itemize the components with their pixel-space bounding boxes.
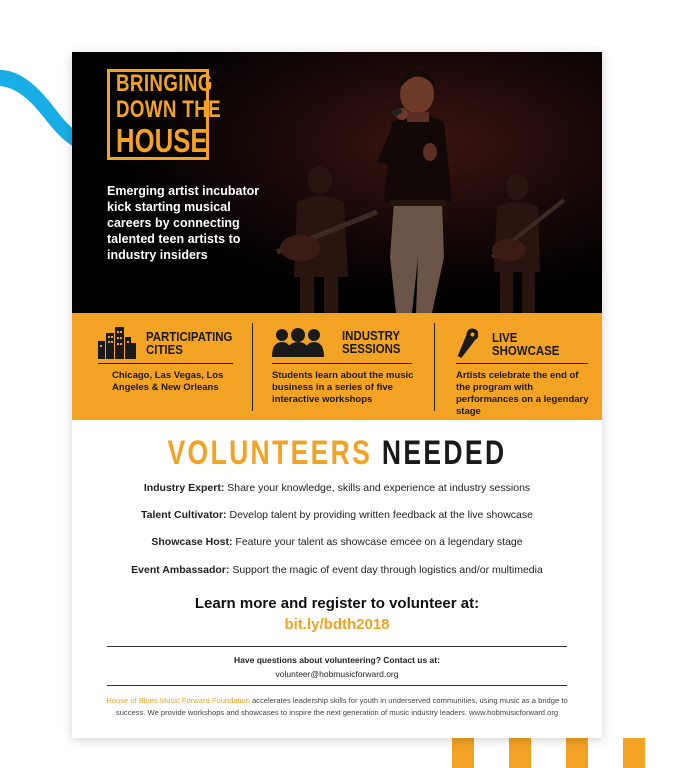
logo-line-3: HOUSE — [116, 122, 208, 159]
people-group-icon — [272, 327, 324, 357]
role-showcase-host — [72, 536, 602, 548]
role-name: Talent Cultivator: — [141, 509, 227, 521]
divider-line — [107, 685, 567, 686]
logo-line-1: BRINGING — [116, 70, 213, 97]
footer-about — [102, 695, 572, 719]
feature-rule — [98, 363, 233, 364]
feature-title-line-2: SESSIONS — [342, 341, 401, 356]
feature-text: Artists celebrate the end of the program with performances on a legendary stage — [456, 370, 589, 417]
feature-title-line-2: CITIES — [146, 342, 183, 357]
feature-title-line-1: PARTICIPATING — [146, 329, 233, 344]
contact-email-link[interactable]: volunteer@hobmusicforward.org — [275, 669, 399, 679]
role-name: Showcase Host: — [151, 536, 233, 548]
feature-header — [456, 327, 569, 361]
role-description: Share your knowledge, skills and experience at industry sessions — [227, 482, 531, 494]
feature-rule — [272, 363, 412, 364]
hero-banner — [72, 52, 602, 313]
volunteer-flyer — [72, 52, 602, 738]
register-link[interactable]: bit.ly/bdth2018 — [284, 616, 390, 633]
logo-line-2: DOWN THE — [116, 96, 222, 123]
feature-header — [272, 327, 408, 357]
feature-rule — [456, 363, 588, 364]
role-name: Event Ambassador: — [131, 564, 230, 576]
register-call-to-action: Learn more and register to volunteer at: — [194, 595, 480, 612]
feature-title — [146, 330, 244, 356]
footer-organization-name: House of Blues Music Forward Foundation — [106, 696, 250, 705]
footer-description: accelerates leadership skills for youth in underserved communities, using music as a bridge to success. We provide workshops and showcases to inspire the next generation of music industry leaders. www.hobmusicforward.org — [115, 696, 568, 717]
feature-band — [72, 313, 602, 420]
role-description: Support the magic of event day through logistics and/or multimedia — [232, 564, 543, 576]
feature-title — [342, 329, 408, 355]
feature-industry-sessions — [272, 313, 432, 420]
feature-title-line-2: SHOWCASE — [492, 343, 560, 358]
feature-title-line-1: INDUSTRY — [342, 328, 401, 343]
feature-text: Students learn about the music business in a series of five interactive workshops — [272, 370, 414, 405]
decorative-orange-square — [509, 738, 531, 768]
feature-text: Chicago, Las Vegas, Los Angeles & New Orleans — [112, 370, 224, 393]
role-description: Develop talent by providing written feedback at the live showcase — [229, 509, 533, 521]
role-name: Industry Expert: — [143, 482, 225, 494]
heading-word-volunteers: VOLUNTEERS — [167, 434, 373, 472]
role-event-ambassador — [72, 564, 602, 576]
hero-tagline: Emerging artist incubator kick starting musical careers by connecting talented teen artists to industry insiders — [107, 184, 260, 262]
microphone-icon — [456, 327, 478, 361]
feature-participating-cities — [98, 313, 253, 420]
feature-title — [492, 331, 569, 357]
feature-header — [98, 327, 244, 359]
contact-question: Have questions about volunteering? Contact us at: — [234, 655, 440, 665]
feature-title-line-1: LIVE — [492, 330, 518, 345]
role-talent-cultivator — [72, 509, 602, 521]
bringing-down-the-house-logo — [107, 69, 222, 160]
role-description: Feature your talent as showcase emcee on a legendary stage — [235, 536, 523, 548]
heading-word-needed: NEEDED — [381, 434, 507, 472]
column-divider — [252, 323, 253, 411]
decorative-orange-square — [623, 738, 645, 768]
city-buildings-icon — [98, 327, 136, 359]
decorative-orange-square — [452, 738, 474, 768]
volunteers-needed-heading — [130, 434, 543, 473]
role-industry-expert — [72, 482, 602, 494]
feature-live-showcase — [456, 313, 596, 420]
divider-line — [107, 646, 567, 647]
decorative-orange-square — [566, 738, 588, 768]
column-divider — [434, 323, 435, 411]
